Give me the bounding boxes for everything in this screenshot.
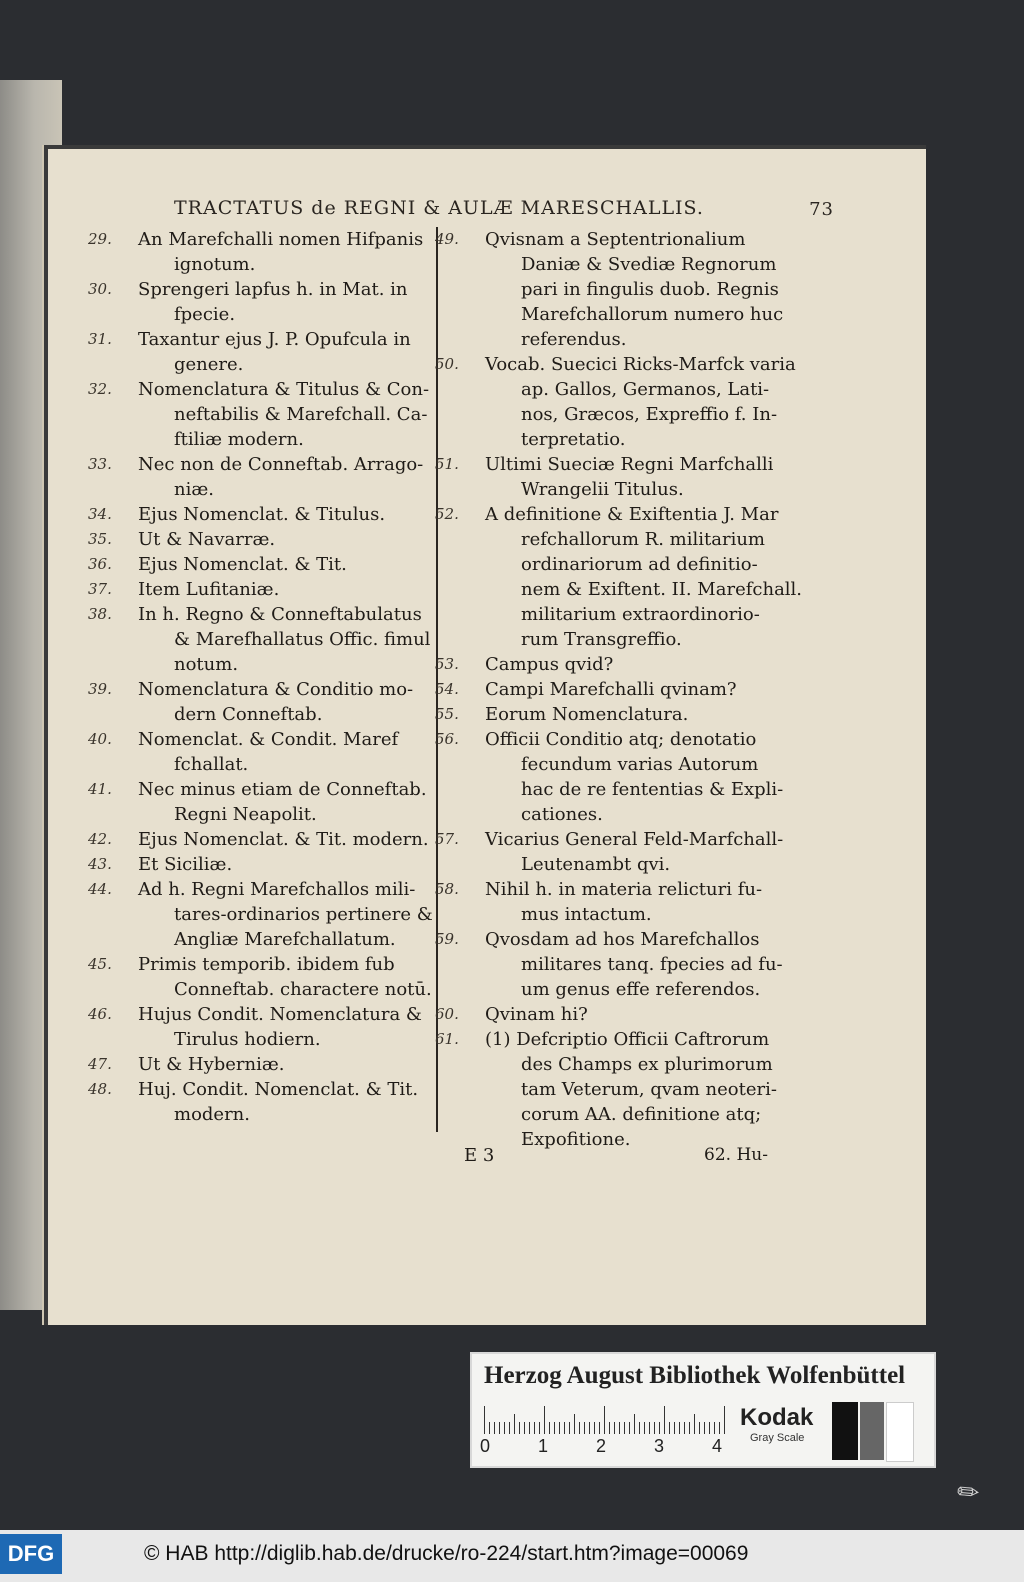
ruler-tick [639, 1422, 640, 1434]
entry-text [138, 552, 480, 577]
entry-line: Leutenambt qvi. [521, 854, 671, 875]
ruler-tick [644, 1422, 645, 1434]
ruler-tick [674, 1422, 675, 1434]
entry-text [485, 502, 825, 652]
ruler-tick [634, 1414, 635, 1434]
entry-line: Vicarius General Feld-Marfchall- [485, 829, 784, 850]
corner-mark-icon: ✎ [950, 1474, 987, 1512]
entry-line: Nihil h. in materia relicturi fu- [485, 879, 763, 900]
entry-line: Ejus Nomenclat. & Tit. [138, 554, 347, 575]
credit-link[interactable]: © HAB http://diglib.hab.de/drucke/ro-224/start.htm?image=00069 [144, 1542, 749, 1565]
index-entry [435, 227, 825, 352]
entry-line: In h. Regno & Conneftabulatus [138, 604, 422, 625]
ruler-tick [549, 1422, 550, 1434]
entry-number: 29. [88, 230, 112, 248]
entry-text [138, 452, 480, 502]
entry-text [485, 677, 825, 702]
ruler-tick [714, 1422, 715, 1434]
entry-number: 47. [88, 1055, 112, 1073]
entry-line: des Champs ex plurimorum [521, 1054, 773, 1075]
ruler-tick [699, 1422, 700, 1434]
entry-text [485, 652, 825, 677]
index-entry [88, 452, 480, 502]
entry-text [138, 727, 480, 777]
entry-number: 53. [435, 655, 459, 673]
index-entry [435, 502, 825, 652]
entry-text [138, 877, 480, 952]
entry-text [138, 502, 480, 527]
entry-number: 60. [435, 1005, 459, 1023]
entry-number: 58. [435, 880, 459, 898]
entry-number: 49. [435, 230, 459, 248]
entry-number: 42. [88, 830, 112, 848]
entry-number: 35. [88, 530, 112, 548]
scale-ruler [484, 1404, 730, 1434]
ruler-tick [554, 1422, 555, 1434]
entry-number: 31. [88, 330, 112, 348]
entry-text [485, 877, 825, 927]
ruler-tick [679, 1422, 680, 1434]
index-entry [88, 952, 480, 1002]
ruler-tick [604, 1406, 605, 1434]
entry-number: 46. [88, 1005, 112, 1023]
scale-number: 4 [712, 1436, 723, 1456]
entry-number: 34. [88, 505, 112, 523]
entry-line: Conneftab. charactere notū. [174, 979, 432, 1000]
entry-line: Regni Neapolit. [174, 804, 317, 825]
ruler-tick [489, 1422, 490, 1434]
entry-text [138, 852, 480, 877]
ruler-tick [619, 1422, 620, 1434]
entry-line: genere. [174, 354, 244, 375]
entry-line: Campi Marefchalli qvinam? [485, 679, 737, 700]
ruler-tick [609, 1422, 610, 1434]
scale-number: 0 [480, 1436, 491, 1456]
entry-line: A definitione & Exiftentia J. Mar [485, 504, 779, 525]
ruler-tick [499, 1422, 500, 1434]
index-entry [88, 1077, 480, 1127]
index-entry [435, 677, 825, 702]
index-entry [435, 877, 825, 927]
kodak-logo: Kodak [740, 1404, 814, 1431]
ruler-tick [504, 1422, 505, 1434]
entry-text [485, 227, 825, 352]
index-entry [88, 377, 480, 452]
entry-number: 32. [88, 380, 112, 398]
color-target [470, 1352, 936, 1468]
index-entry [88, 827, 480, 852]
left-column [88, 227, 480, 1127]
entry-line: (1) Defcriptio Officii Caftrorum [485, 1029, 770, 1050]
entry-number: 55. [435, 705, 459, 723]
entry-line: An Marefchalli nomen Hifpanis [138, 229, 424, 250]
entry-number: 52. [435, 505, 459, 523]
index-entry [88, 602, 480, 677]
entry-text [485, 727, 825, 827]
entry-line: Nomenclatura & Conditio mo- [138, 679, 414, 700]
entry-line: militarium extraordinorio- [521, 604, 760, 625]
entry-line: Nec non de Conneftab. Arrago- [138, 454, 424, 475]
ruler-tick [539, 1422, 540, 1434]
ruler-tick [669, 1422, 670, 1434]
entry-line: nos, Græcos, Expreffio f. In- [521, 404, 778, 425]
entry-line: terpretatio. [521, 429, 626, 450]
entry-line: Tirulus hodiern. [174, 1029, 321, 1050]
entry-number: 57. [435, 830, 459, 848]
ruler-tick [574, 1414, 575, 1434]
ruler-tick [614, 1422, 615, 1434]
entry-number: 30. [88, 280, 112, 298]
entry-number: 48. [88, 1080, 112, 1098]
white-swatch [886, 1402, 914, 1462]
entry-line: fchallat. [174, 754, 249, 775]
ruler-tick [689, 1422, 690, 1434]
entry-text [138, 1002, 480, 1052]
entry-text [138, 1052, 480, 1077]
ruler-tick [564, 1422, 565, 1434]
index-entry [88, 577, 480, 602]
index-entry [88, 552, 480, 577]
entry-line: Hujus Condit. Nomenclatura & [138, 1004, 422, 1025]
entry-text [138, 952, 480, 1002]
index-entry [88, 277, 480, 327]
entry-line: ap. Gallos, Germanos, Lati- [521, 379, 770, 400]
entry-number: 44. [88, 880, 112, 898]
index-entry [88, 527, 480, 552]
index-entry [435, 927, 825, 1002]
signature-mark: E 3 [464, 1145, 495, 1166]
entry-text [138, 577, 480, 602]
entry-line: dern Conneftab. [174, 704, 323, 725]
entry-number: 37. [88, 580, 112, 598]
index-entry [435, 652, 825, 677]
running-head [174, 197, 834, 227]
ruler-tick [524, 1422, 525, 1434]
ruler-tick [584, 1422, 585, 1434]
entry-text [485, 1002, 825, 1027]
entry-line: Qvisnam a Septentrionalium [485, 229, 746, 250]
entry-line: Daniæ & Svediæ Regnorum [521, 254, 777, 275]
ruler-tick [509, 1422, 510, 1434]
entry-line: ordinariorum ad definitio- [521, 554, 758, 575]
ruler-tick [519, 1422, 520, 1434]
ruler-tick [534, 1422, 535, 1434]
ruler-tick [589, 1422, 590, 1434]
index-entry [435, 1027, 825, 1152]
entry-line: militares tanq. fpecies ad fu- [521, 954, 783, 975]
entry-line: Qvinam hi? [485, 1004, 588, 1025]
catchword: 62. Hu- [704, 1145, 768, 1165]
entry-number: 43. [88, 855, 112, 873]
entry-line: Et Siciliæ. [138, 854, 233, 875]
entry-text [485, 702, 825, 727]
ruler-tick [654, 1422, 655, 1434]
entry-number: 51. [435, 455, 459, 473]
index-entry [88, 502, 480, 527]
entry-line: Qvosdam ad hos Marefchallos [485, 929, 760, 950]
entry-line: um genus effe referendos. [521, 979, 761, 1000]
ruler-tick [724, 1406, 725, 1434]
entry-line: ftiliæ modern. [174, 429, 304, 450]
entry-line: neftabilis & Marefchall. Ca- [174, 404, 428, 425]
entry-line: tares-ordinarios pertinere & [174, 904, 433, 925]
index-entry [88, 1052, 480, 1077]
black-swatch [832, 1402, 858, 1460]
entry-text [138, 1077, 480, 1127]
entry-line: & Marefhallatus Offic. fimul [174, 629, 431, 650]
footer-bar [0, 1530, 1024, 1582]
entry-line: Ut & Navarræ. [138, 529, 276, 550]
entry-line: Item Lufitaniæ. [138, 579, 280, 600]
dfg-logo: DFG [0, 1534, 62, 1574]
entry-line: mus intactum. [521, 904, 652, 925]
entry-number: 54. [435, 680, 459, 698]
ruler-tick [649, 1422, 650, 1434]
index-entry [88, 777, 480, 827]
entry-line: Campus qvid? [485, 654, 614, 675]
entry-line: Huj. Condit. Nomenclat. & Tit. [138, 1079, 419, 1100]
entry-line: Marefchallorum numero huc [521, 304, 784, 325]
ruler-tick [684, 1422, 685, 1434]
entry-number: 56. [435, 730, 459, 748]
entry-line: Nomenclat. & Condit. Maref [138, 729, 399, 750]
index-entry [88, 727, 480, 777]
entry-number: 59. [435, 930, 459, 948]
index-entry [435, 1002, 825, 1027]
ruler-tick [704, 1422, 705, 1434]
ruler-tick [624, 1422, 625, 1434]
entry-line: Sprengeri lapfus h. in Mat. in [138, 279, 408, 300]
entry-line: ignotum. [174, 254, 256, 275]
index-entry [88, 227, 480, 277]
ruler-tick [494, 1422, 495, 1434]
book-page [44, 145, 926, 1325]
entry-line: Eorum Nomenclatura. [485, 704, 689, 725]
entry-line: Ejus Nomenclat. & Titulus. [138, 504, 386, 525]
entry-line: nem & Exiftent. II. Marefchall. [521, 579, 803, 600]
entry-line: refchallorum R. militarium [521, 529, 765, 550]
entry-line: Ad h. Regni Marefchallos mili- [138, 879, 416, 900]
running-title: TRACTATUS de REGNI & AULÆ MARESCHALLIS. [174, 197, 704, 219]
entry-text [138, 377, 480, 452]
entry-line: Ultimi Sueciæ Regni Marfchalli [485, 454, 774, 475]
ruler-tick [544, 1406, 545, 1434]
index-entry [88, 1002, 480, 1052]
entry-line: Ut & Hyberniæ. [138, 1054, 285, 1075]
index-entry [88, 327, 480, 377]
gray-swatch [860, 1402, 884, 1460]
entry-line: Primis temporib. ibidem fub [138, 954, 395, 975]
entry-line: notum. [174, 654, 239, 675]
ruler-tick [694, 1414, 695, 1434]
gray-scale-label: Gray Scale [750, 1432, 805, 1444]
entry-text [138, 277, 480, 327]
right-column [435, 227, 825, 1152]
entry-line: Taxantur ejus J. P. Opufcula in [138, 329, 411, 350]
entry-line: Nomenclatura & Titulus & Con- [138, 379, 430, 400]
scale-number: 1 [538, 1436, 549, 1456]
ruler-tick [599, 1422, 600, 1434]
entry-number: 45. [88, 955, 112, 973]
ruler-tick [629, 1422, 630, 1434]
entry-number: 50. [435, 355, 459, 373]
entry-line: Officii Conditio atq; denotatio [485, 729, 757, 750]
ruler-tick [579, 1422, 580, 1434]
ruler-tick [594, 1422, 595, 1434]
entry-text [138, 677, 480, 727]
entry-text [485, 927, 825, 1002]
ruler-tick [664, 1406, 665, 1434]
entry-text [138, 777, 480, 827]
ruler-tick [659, 1422, 660, 1434]
entry-number: 33. [88, 455, 112, 473]
entry-line: Wrangelii Titulus. [521, 479, 684, 500]
ruler-tick [514, 1414, 515, 1434]
entry-text [138, 527, 480, 552]
entry-text [485, 452, 825, 502]
index-entry [88, 877, 480, 952]
entry-text [138, 602, 480, 677]
entry-line: pari in fingulis duob. Regnis [521, 279, 779, 300]
ruler-tick [559, 1422, 560, 1434]
ruler-tick [529, 1422, 530, 1434]
ruler-tick [719, 1422, 720, 1434]
entry-line: tam Veterum, qvam neoteri- [521, 1079, 777, 1100]
ruler-tick [569, 1422, 570, 1434]
index-entry [435, 452, 825, 502]
entry-line: Nec minus etiam de Conneftab. [138, 779, 427, 800]
ruler-tick [484, 1406, 485, 1434]
entry-line: rum Transgreffio. [521, 629, 682, 650]
entry-line: cationes. [521, 804, 603, 825]
entry-number: 36. [88, 555, 112, 573]
entry-line: fpecie. [174, 304, 236, 325]
entry-line: Vocab. Suecici Ricks-Marfck varia [485, 354, 796, 375]
entry-line: corum AA. definitione atq; [521, 1104, 762, 1125]
entry-line: fecundum varias Autorum [521, 754, 759, 775]
index-entry [88, 677, 480, 727]
index-entry [435, 827, 825, 877]
entry-text [485, 352, 825, 452]
entry-line: modern. [174, 1104, 250, 1125]
entry-number: 40. [88, 730, 112, 748]
index-entry [88, 852, 480, 877]
entry-text [138, 827, 480, 852]
library-name: Herzog August Bibliothek Wolfenbüttel [484, 1362, 906, 1389]
scale-number: 2 [596, 1436, 607, 1456]
entry-line: Ejus Nomenclat. & Tit. modern. [138, 829, 429, 850]
scale-number: 3 [654, 1436, 665, 1456]
index-entry [435, 352, 825, 452]
scale-numbers [480, 1436, 740, 1460]
index-entry [435, 702, 825, 727]
entry-line: hac de re fententias & Expli- [521, 779, 784, 800]
ruler-tick [709, 1422, 710, 1434]
entry-text [485, 827, 825, 877]
folio-number: 73 [809, 199, 834, 220]
index-entry [435, 727, 825, 827]
entry-number: 39. [88, 680, 112, 698]
entry-number: 61. [435, 1030, 459, 1048]
entry-number: 41. [88, 780, 112, 798]
entry-number: 38. [88, 605, 112, 623]
entry-text [485, 1027, 825, 1152]
entry-line: Angliæ Marefchallatum. [174, 929, 396, 950]
entry-line: Expofitione. [521, 1129, 631, 1150]
entry-text [138, 227, 480, 277]
entry-line: referendus. [521, 329, 627, 350]
entry-line: niæ. [174, 479, 214, 500]
entry-text [138, 327, 480, 377]
